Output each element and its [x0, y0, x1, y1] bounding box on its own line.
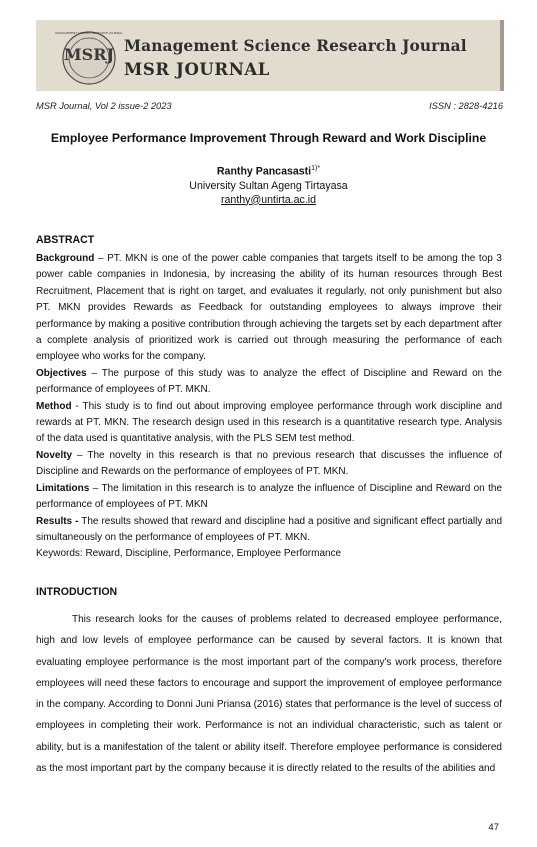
author-block [0, 162, 537, 207]
introduction-heading: INTRODUCTION [36, 586, 118, 598]
abstract-limitations [36, 481, 502, 514]
results-text: The results showed that reward and discipline had a positive and significant effect partially and simultaneously on the performance of employees of PT. MKN. [36, 515, 503, 543]
abstract-keywords: Keywords: Reward, Discipline, Performance, Employee Performance [36, 548, 342, 560]
journal-logo [55, 26, 123, 86]
abstract-results [36, 514, 502, 547]
abstract-objectives [36, 366, 502, 399]
journal-banner [36, 20, 504, 91]
limitations-text: – The limitation in this research is to analyze the influence of Discipline and Reward on the performance of employees of PT. MKN [36, 482, 502, 511]
introduction-text: This research looks for the causes of problems related to decreased employee performance, high and low levels of employee performance can be caused by several factors. It is known that evaluating employee performance is the most important part of the company's work process, therefore employees will need these factors to encourage and support the improvement of employee performance in the company. According to Donni Juni Priansa (2016) states that performance is the level of success of employees in completing their work. Performance is not an individual characteristic, such as talent or ability, but is a manifestation of the talent or ability itself. Therefore employee performance is considered as the most important part by the company because it is directly related to the results of the abilities and [36, 614, 502, 775]
results-label: Results - [36, 515, 79, 527]
author-superscript: 1)* [311, 165, 321, 172]
abstract-novelty [36, 448, 502, 481]
abstract-background [36, 251, 502, 366]
method-text: - This study is to find out about improving employee performance through work discipline and rewards at PT. MKN. The research design used in this research is a quantitative research type. Analysis of the data used is quantitative analysis, with the PLS SEM test method. [36, 400, 502, 445]
paper-title: Employee Performance Improvement Through Reward and Work Discipline [50, 131, 487, 145]
logo-text: MSRJ [63, 45, 115, 64]
method-label: Method [36, 400, 72, 412]
background-text: – PT. MKN is one of the power cable companies that targets itself to be among the top 3 power cable companies in Indonesia, by increasing the ability of its human resources through Best Recruitment, Placement that is right on target, and evaluates it regularly, not only punishment but also PT. MKN provides Rewards as Feedback for outstanding employees to always improve their performance by making a positive contribution through achieving the targets set by each department after a complete analysis of prioritized work is carried out through measuring the performance of each employee who works for the company. [36, 253, 502, 363]
journal-subtitle: MSR JOURNAL [124, 60, 271, 79]
abstract-method [36, 399, 502, 448]
novelty-text: – The novelty in this research is that no previous research that discusses the influence of Discipline and Rewards on the performance of employees of PT. MKN. [36, 449, 502, 478]
author-email-link[interactable]: ranthy@untirta.ac.id [221, 193, 316, 206]
objectives-text: – The purpose of this study was to analyze the effect of Discipline and Reward on the performance of employees of PT. MKN. [36, 367, 502, 396]
objectives-label: Objectives [36, 367, 87, 379]
abstract-heading: ABSTRACT [36, 234, 95, 246]
page-number: 47 [488, 822, 499, 833]
logo-ring-text: MANAGEMENT SCIENCE RESEARCH JOURNAL [55, 31, 123, 35]
novelty-label: Novelty [36, 449, 73, 461]
limitations-label: Limitations [36, 482, 90, 494]
abstract-body [36, 251, 502, 563]
issn-info: ISSN : 2828-4216 [429, 101, 503, 111]
background-label: Background [36, 253, 95, 264]
author-affiliation: University Sultan Ageng Tirtayasa [189, 179, 348, 192]
author-name: Ranthy Pancasasti [216, 165, 312, 178]
volume-info: MSR Journal, Vol 2 issue-2 2023 [36, 101, 172, 111]
journal-title: Management Science Research Journal [124, 37, 467, 55]
